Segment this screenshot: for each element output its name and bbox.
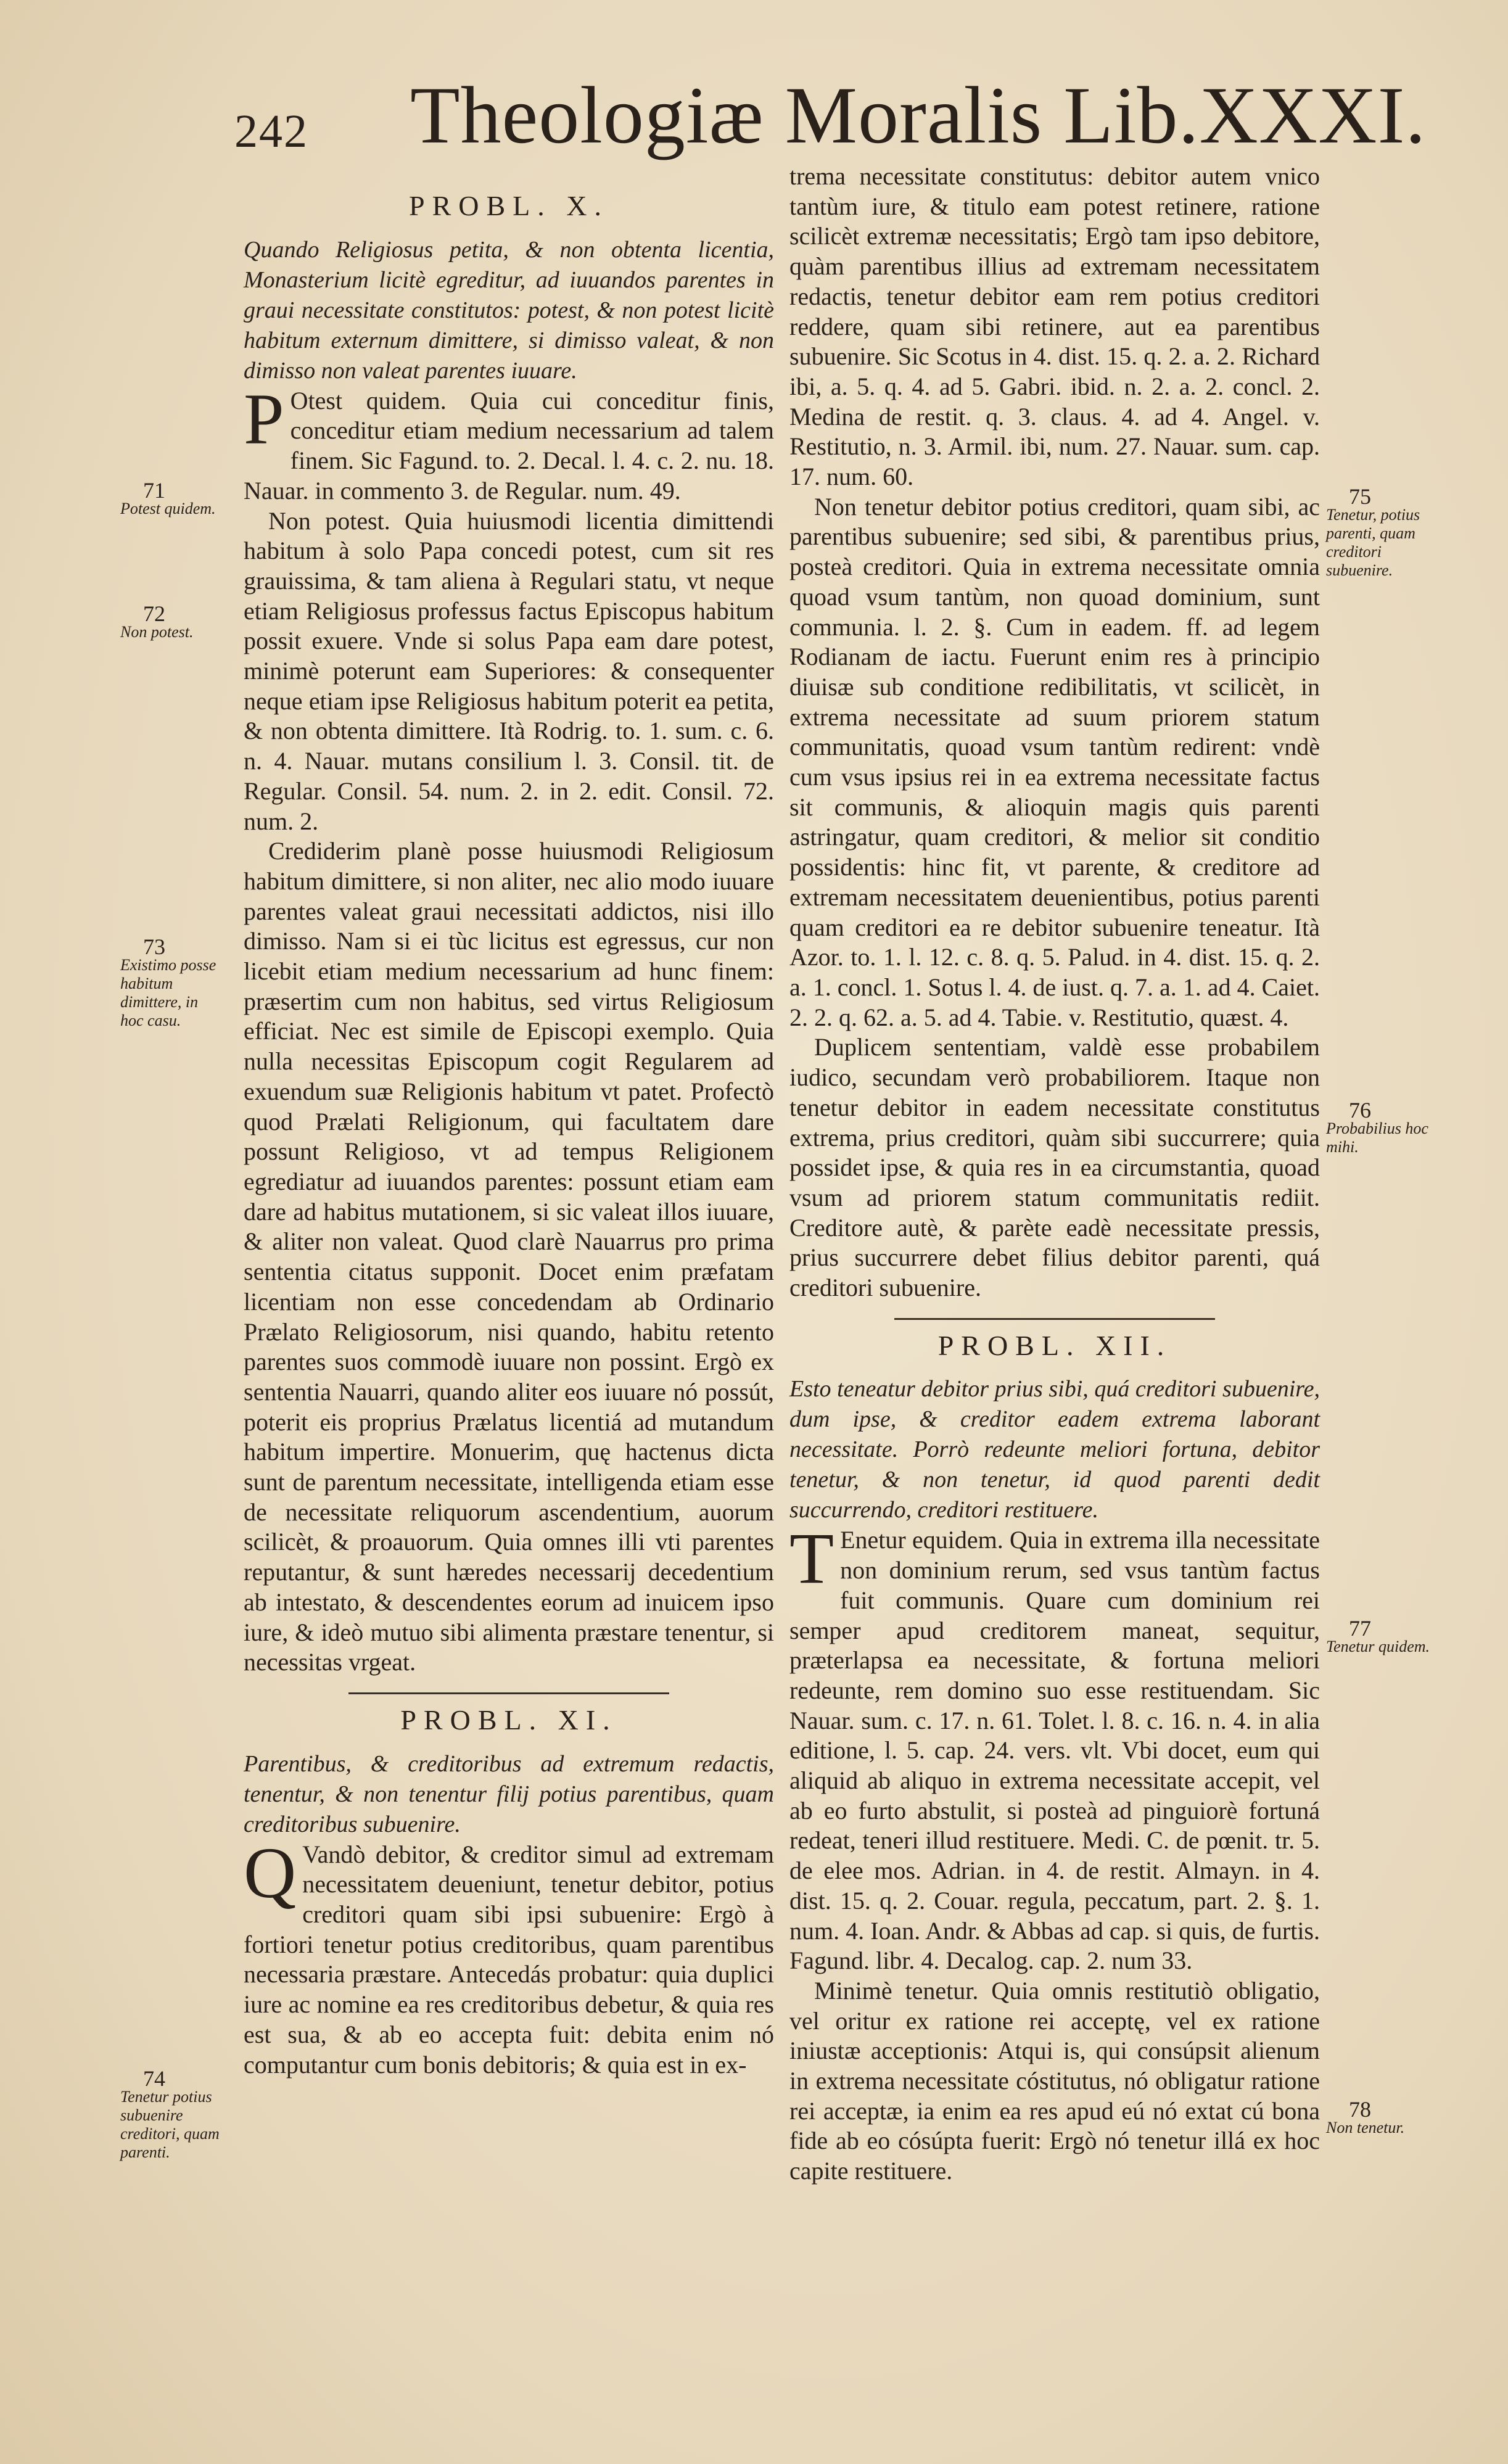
margin-note-text: Non potest. bbox=[120, 623, 194, 641]
margin-note-number: 75 bbox=[1349, 484, 1371, 509]
margin-note-text: Potest quidem. bbox=[120, 500, 216, 517]
continued-paragraph: trema necessitate constitutus: debitor autem vnico tantùm iure, & titulo eam potest retinere, ratione scilicèt extremæ necessitatis; Ergò tam ipso debitore, quàm parentibus illius ad extremam necessitatem redactis, tenetur debitor eam rem potius creditori reddere, quam sibi retinere, aut ea parentibus subuenire. Sic Scotus in 4. dist. 15. q. 2. a. 2. Richard ibi, a. 5. q. 4. ad 5. Gabri. ibid. n. 2. a. 2. concl. 2. Medina de restit. q. 3. claus. 4. ad 4. Angel. v. Restitutio, n. 3. Armil. ibi, num. 27. Nauar. sum. cap. 17. num. 60. bbox=[789, 162, 1320, 491]
non-tenetur-paragraph: Non tenetur debitor potius creditori, quam sibi, ac parentibus subuenire; sed sibi, & parentibus prius, posteà creditori. Quia in extrema necessitate omnia quoad vsum tantùm, non quoad dominium, sunt communia. l. 2. §. Cum in eadem. ff. ad legem Rodianam de iactu. Fuerunt enim res à principio diuisæ sub conditione redibilitatis, vt scilicèt, in extrema necessitate ad suum priorem statum communitatis, quoad vsum tantùm redirent: vndè cum vsus ipsius rei in ea extrema necessitate factus sit communis, & alioquin magis quis parenti astringatur, quam creditori, & melior sit conditio possidentis: hinc fit, vt parente, & creditore ad extremam necessitatem deuenientibus, potius parenti quam creditori ea re debitor subuenire teneatur. Ità Azor. to. 1. l. 12. c. 8. q. 5. Palud. in 4. dist. 15. q. 2. a. 1. concl. 1. Sotus l. 4. de iust. q. 7. a. 1. ad 4. Caiet. 2. 2. q. 62. a. 5. ad 4. Tabie. v. Restitutio, quæst. 4. bbox=[789, 492, 1320, 1031]
probl-xii-paragraph-2: Minimè tenetur. Quia omnis restitutiò obligatio, vel oritur ex ratione rei acceptę, vel ex ratione iniustæ acceptionis: Atqui is, qui consúpsit alienum in extrema necessitate cóstitutus, nó obligatur ratione rei acceptæ, ia enim ea res apud eú nó extat cú bona fide ab eo cósúpta fuerit: Ergò nó tenetur illá ex hoc capite restituere. bbox=[789, 1976, 1320, 2185]
margin-note-number: 72 bbox=[143, 601, 165, 626]
probl-x-summary: Quando Religiosus petita, & non obtenta licentia, Monasterium licitè egreditur, ad iuuandos parentes in graui necessitate constitutos: potest, & non potest licitè habitum externum dimittere, si dimisso valeat, & non dimisso non valeat parentes iuuare. bbox=[244, 236, 774, 384]
probl-x-paragraph-2: Non potest. Quia huiusmodi licentia dimittendi habitum à solo Papa concedi potest, cum sit res grauissima, & tam aliena à Regulari statu, vt neque etiam Religiosus professus factus Episcopus habitum possit exuere. Vnde si solus Papa eam dare potest, minimè poterunt eam Superiores: & consequenter neque etiam ipse Religiosus habitum poterit ea petita, & non obtenta dimittere. Ità Rodrig. to. 1. sum. c. 6. n. 4. Nauar. mutans consilium l. 3. Consil. tit. de Regular. Consil. 54. num. 2. in 2. edit. Consil. 72. num. 2. bbox=[244, 506, 774, 835]
margin-note-text: Tenetur quidem. bbox=[1326, 1638, 1430, 1655]
probl-x-paragraph-3: Crediderim planè posse huiusmodi Religiosum habitum dimittere, si non aliter, nec alio modo iuuare parentes valeat graui necessitati addictos, nisi illo dimisso. Nam si ei tùc licitus est egressus, cur non licebit etiam medium necessarium ad hunc finem: præsertim cum non habitus, sed virtus Religiosum efficiat. Nec est simile de Episcopi exemplo. Quia nulla necessitas Episcopum cogit Regularem ad exuendum suæ Religionis habitum vt patet. Profectò quod Prælati Religionum, qui facultatem dare possunt Religioso, vt ad tempus Religionem egrediatur ad iuuandos parentes: possunt etiam eam dare ad habitus mutationem, si sic valeat illos iuuare, & aliter non valeat. Quod clarè Nauarrus pro prima sententia citatus supponit. Docet enim præfatam licentiam non esse concedendam ab Ordinario Prælato Religiosorum, nisi quando, habitu retento parentes suos commodè iuuare non possint. Ergò ex sententia Nauarri, quando aliter eos iuuare nó possút, poterit eis proprius Prælatus licentiá ad mutandum habitum impertire. Monuerim, quę hactenus dicta sunt de parentum necessitate, intelligenda etiam esse de necessitate reliquorum ascendentium, auorum scilicèt, & proauorum. Quia omnes illi vti parentes reputantur, & sunt hæredes necessarij decedentium ab intestato, & descendentes eorum ad inuicem ipso iure, & ideò mutuo sibi alimenta præstare tenentur, si necessitas vrgeat. bbox=[244, 837, 774, 1676]
right-column bbox=[789, 162, 1320, 2186]
margin-note-78 bbox=[1326, 2097, 1437, 2137]
margin-note-71 bbox=[120, 478, 225, 518]
section-divider bbox=[894, 1318, 1215, 1320]
margin-note-number: 71 bbox=[143, 478, 165, 503]
margin-note-text: Existimo posse habitum dimittere, in hoc casu. bbox=[120, 956, 216, 1029]
margin-note-77 bbox=[1326, 1616, 1437, 1656]
margin-note-number: 78 bbox=[1349, 2097, 1371, 2122]
margin-note-74 bbox=[120, 2066, 225, 2162]
page-number: 242 bbox=[234, 105, 308, 157]
left-column bbox=[244, 185, 774, 2080]
margin-note-75 bbox=[1326, 484, 1437, 580]
paragraph-text: Vandò debitor, & creditor simul ad extremam necessitatem deueniunt, tenetur debitor, potius creditori quam sibi ipsi subuenire: Ergò à fortiori tenetur potius creditoribus, quam parentibus necessaria præstare. Antecedás probatur: quia duplici iure ac nomine ea res creditoribus debetur, & quia res est sua, & ab eo accepta fuit: debita enim nó computantur cum bonis debitoris; & quia est in ex- bbox=[244, 1840, 774, 2079]
dropcap: Q bbox=[244, 1832, 297, 1913]
dropcap: T bbox=[789, 1518, 834, 1599]
margin-note-text: Non tenetur. bbox=[1326, 2119, 1405, 2136]
probl-xii-heading: PROBL. XII. bbox=[937, 1329, 1172, 1361]
probl-x-heading: PROBL. X. bbox=[409, 190, 609, 221]
probl-xi-heading: PROBL. XI. bbox=[400, 1704, 617, 1736]
section-divider bbox=[348, 1692, 669, 1694]
running-title: Theologiæ Moralis Lib.XXXI. bbox=[410, 70, 1427, 160]
probl-xi-summary: Parentibus, & creditoribus ad extremum redactis, tenentur, & non tenentur filij potius parentibus, quam creditoribus subuenire. bbox=[244, 1750, 774, 1837]
margin-note-text: Tenetur, potius parenti, quam creditori subuenire. bbox=[1326, 506, 1420, 579]
paragraph-text: Enetur equidem. Quia in extrema illa necessitate non dominium rerum, sed vsus tantùm factus fuit communis. Quare cum dominium rei semper apud creditorem maneat, sequitur, præterlapsa ea necessitate, & fortuna meliori redeunte, rem domino suo esse restituendam. Sic Nauar. sum. c. 17. n. 61. Tolet. l. 8. c. 16. n. 4. in alia editione, l. 5. cap. 24. vers. vlt. Vbi docet, eum qui aliquid ab aliquo in extrema necessitate accepit, vel ab eo furto abstulit, si posteà ad pinguiorè fortuná redeat, teneri illud restituere. Medi. C. de pœnit. tr. 5. de elee mos. Adrian. in 4. de restit. Almayn. in 4. dist. 15. q. 2. Couar. regula, peccatum, part. 2. §. 1. num. 4. Ioan. Andr. & Abbas ad cap. si quis, de furtis. Fagund. libr. 4. Decalog. cap. 2. num 33. bbox=[789, 1526, 1320, 1975]
probl-xii-paragraph-1 bbox=[789, 1518, 1320, 1976]
probl-xii-summary: Esto teneatur debitor prius sibi, quá creditori subuenire, dum ipse, & creditor eadem extrema laborant necessitate. Porrò redeunte meliori fortuna, debitor tenetur, & non tenetur, id quod parenti dedit succurrendo, creditori restituere. bbox=[789, 1376, 1320, 1523]
duplicem-paragraph: Duplicem sententiam, valdè esse probabilem iudico, secundam verò probabiliorem. Itaque non tenetur debitor in eadem necessitate constitutus extrema, prius creditori, quàm sibi succurrere; quia possidet ipse, & quia res in ea circumstantia, quoad vsum ad priorem statum communitatis rediit. Creditore autè, & parète eadè necessitate pressis, prius succurrere debet filius debitor parenti, quá creditori subuenire. bbox=[789, 1033, 1320, 1302]
margin-note-number: 76 bbox=[1349, 1098, 1371, 1123]
margin-note-number: 74 bbox=[143, 2066, 165, 2091]
margin-note-72 bbox=[120, 601, 225, 641]
paragraph-text: Otest quidem. Quia cui conceditur finis, conceditur etiam medium necessarium ad talem finem. Sic Fagund. to. 2. Decal. l. 4. c. 2. nu. 18. Nauar. in commento 3. de Regular. num. 49. bbox=[244, 386, 774, 505]
probl-xi-paragraph-1 bbox=[244, 1832, 774, 2080]
dropcap: P bbox=[244, 378, 284, 459]
margin-note-73 bbox=[120, 934, 225, 1030]
margin-note-number: 77 bbox=[1349, 1616, 1371, 1641]
margin-note-text: Probabilius hoc mihi. bbox=[1326, 1119, 1428, 1156]
probl-x-paragraph-1 bbox=[244, 378, 774, 506]
margin-note-number: 73 bbox=[143, 934, 165, 959]
margin-note-text: Tenetur potius subuenire creditori, quam parenti. bbox=[120, 2088, 220, 2161]
page-header bbox=[234, 68, 1427, 173]
margin-note-76 bbox=[1326, 1098, 1437, 1156]
